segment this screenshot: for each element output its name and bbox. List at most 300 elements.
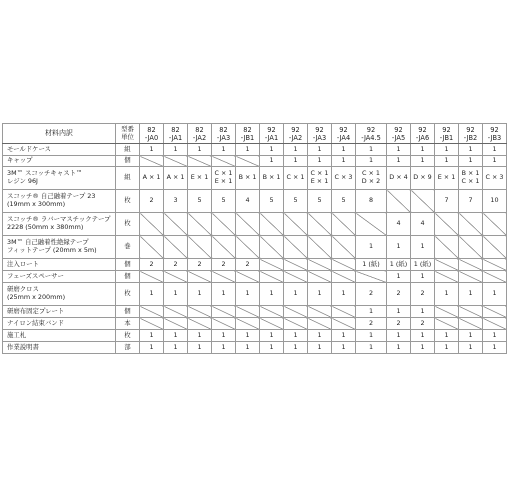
material-name xyxy=(3,318,116,330)
unit-cell: 枚 xyxy=(116,213,140,236)
value-cell: 1 xyxy=(308,330,332,342)
value-cell: 1 xyxy=(411,306,435,318)
not-applicable-cell xyxy=(435,259,459,271)
value-cell: 1 xyxy=(356,306,387,318)
value-cell xyxy=(284,167,308,190)
table-row xyxy=(3,330,507,342)
value-cell: 1 xyxy=(459,283,483,306)
model-suffix: -JA2 xyxy=(288,133,303,142)
model-header xyxy=(284,124,308,144)
not-applicable-cell xyxy=(284,306,308,318)
value-cell: 1 xyxy=(140,330,164,342)
parts-table-body xyxy=(3,124,507,354)
material-name-line: モールドケース xyxy=(7,144,51,153)
material-name-line: (19mm x 300mm) xyxy=(7,200,66,208)
value-line: C × 1 xyxy=(461,177,480,185)
value-cell: 1 xyxy=(260,156,284,167)
value-cell: 1 xyxy=(164,144,188,156)
value-cell: 1 xyxy=(483,156,507,167)
value-line: E × 1 xyxy=(190,173,209,182)
parts-table-container xyxy=(2,123,504,354)
model-series: 92 xyxy=(267,125,276,134)
value-cell: 1 xyxy=(236,342,260,354)
value-cell xyxy=(435,167,459,190)
material-name-line: スコッチ® 自己融着テープ 23 xyxy=(7,192,96,201)
value-cell xyxy=(483,167,507,190)
unit-cell: 枚 xyxy=(116,283,140,306)
unit-cell: 個 xyxy=(116,306,140,318)
model-series: 92 xyxy=(442,125,451,134)
not-applicable-cell xyxy=(212,213,236,236)
value-cell: 5 xyxy=(332,190,356,213)
not-applicable-cell xyxy=(164,213,188,236)
value-cell: 1 xyxy=(435,342,459,354)
material-name xyxy=(3,167,116,190)
not-applicable-cell xyxy=(188,271,212,283)
value-cell: 1 xyxy=(483,144,507,156)
value-line: E × 1 xyxy=(310,177,329,185)
value-cell xyxy=(387,167,411,190)
model-suffix: -JA1 xyxy=(168,133,183,142)
value-cell: 1 xyxy=(284,342,308,354)
value-cell xyxy=(188,167,212,190)
value-cell: 2 xyxy=(140,259,164,271)
model-series: 92 xyxy=(418,125,427,134)
value-line: C × 1 xyxy=(286,173,305,182)
not-applicable-cell xyxy=(236,213,260,236)
code-label: 型番 xyxy=(121,124,134,133)
model-series: 92 xyxy=(339,125,348,134)
model-suffix: -JB1 xyxy=(240,133,255,142)
value-cell: 1 xyxy=(212,283,236,306)
table-row xyxy=(3,306,507,318)
model-header xyxy=(236,124,260,144)
unit-cell: 部 xyxy=(116,342,140,354)
not-applicable-cell xyxy=(332,259,356,271)
value-cell: 1 xyxy=(387,271,411,283)
not-applicable-cell xyxy=(284,271,308,283)
unit-cell: 個 xyxy=(116,259,140,271)
material-name-line: フィットテープ (20mm x 5m) xyxy=(7,246,97,254)
material-name-line: 注入ロート xyxy=(7,259,39,268)
not-applicable-cell xyxy=(284,236,308,259)
value-cell: 1 xyxy=(483,283,507,306)
material-name xyxy=(3,190,116,213)
material-name-line: 作業説明書 xyxy=(7,342,39,351)
model-suffix: -JB2 xyxy=(463,133,478,142)
material-name-line: 施工札 xyxy=(7,330,27,339)
value-cell: 1 xyxy=(236,144,260,156)
value-cell: 1 xyxy=(164,342,188,354)
model-series: 82 xyxy=(195,125,204,134)
not-applicable-cell xyxy=(483,213,507,236)
model-header xyxy=(459,124,483,144)
model-header xyxy=(308,124,332,144)
value-cell: 2 xyxy=(387,318,411,330)
value-cell: 5 xyxy=(284,190,308,213)
not-applicable-cell xyxy=(212,318,236,330)
material-name-line: (25mm x 200mm) xyxy=(7,293,66,301)
not-applicable-cell xyxy=(411,190,435,213)
value-line: E × 1 xyxy=(437,173,456,182)
table-row xyxy=(3,271,507,283)
value-cell: 8 xyxy=(356,190,387,213)
not-applicable-cell xyxy=(308,213,332,236)
material-name xyxy=(3,156,116,167)
unit-cell: 個 xyxy=(116,271,140,283)
not-applicable-cell xyxy=(188,213,212,236)
value-cell: 1 xyxy=(140,144,164,156)
value-cell: 4 xyxy=(411,213,435,236)
value-cell: 1 xyxy=(332,283,356,306)
value-cell: 2 xyxy=(411,283,435,306)
not-applicable-cell xyxy=(459,259,483,271)
not-applicable-cell xyxy=(212,271,236,283)
table-row xyxy=(3,190,507,213)
value-line: B × 1 xyxy=(461,169,480,178)
table-row xyxy=(3,167,507,190)
material-name xyxy=(3,213,116,236)
value-cell: 1 xyxy=(188,283,212,306)
not-applicable-cell xyxy=(188,156,212,167)
model-header xyxy=(188,124,212,144)
material-name-line: 3M™ 自己融着性絶縁テープ xyxy=(7,238,89,247)
value-cell: 1 xyxy=(284,283,308,306)
value-line: D × 4 xyxy=(389,173,408,182)
material-name-line: 2228 (50mm x 380mm) xyxy=(7,223,84,231)
material-name-line: フェーズスペーサー xyxy=(7,271,64,280)
unit-cell: 枚 xyxy=(116,330,140,342)
not-applicable-cell xyxy=(308,306,332,318)
value-cell: 5 xyxy=(308,190,332,213)
model-suffix: -JA0 xyxy=(144,133,159,142)
material-name-line: キャップ xyxy=(7,156,33,165)
material-name-line: レジン 96J xyxy=(7,177,38,185)
value-cell: 1 xyxy=(411,330,435,342)
not-applicable-cell xyxy=(435,318,459,330)
value-cell: 1 (紙) xyxy=(411,259,435,271)
value-cell: 4 xyxy=(236,190,260,213)
value-cell xyxy=(140,167,164,190)
unit-cell: 本 xyxy=(116,318,140,330)
material-name xyxy=(3,330,116,342)
value-cell: 5 xyxy=(212,190,236,213)
value-cell: 1 xyxy=(387,236,411,259)
model-suffix: -JA5 xyxy=(391,133,406,142)
not-applicable-cell xyxy=(308,259,332,271)
model-suffix: -JA4.5 xyxy=(361,133,381,142)
not-applicable-cell xyxy=(236,306,260,318)
material-name xyxy=(3,144,116,156)
value-cell: 1 xyxy=(356,342,387,354)
value-cell: 1 xyxy=(164,330,188,342)
not-applicable-cell xyxy=(459,318,483,330)
material-header: 材料内訳 xyxy=(3,124,116,144)
value-cell: 2 xyxy=(356,283,387,306)
value-cell: 1 xyxy=(332,330,356,342)
not-applicable-cell xyxy=(284,318,308,330)
value-line: E × 1 xyxy=(214,177,233,185)
value-cell: 2 xyxy=(212,259,236,271)
not-applicable-cell xyxy=(284,213,308,236)
value-cell: 1 (紙) xyxy=(387,259,411,271)
not-applicable-cell xyxy=(435,213,459,236)
model-series: 82 xyxy=(219,125,228,134)
value-cell: 2 xyxy=(387,283,411,306)
not-applicable-cell xyxy=(164,236,188,259)
value-cell: 1 xyxy=(140,342,164,354)
model-series: 92 xyxy=(366,125,376,134)
value-line: A × 1 xyxy=(142,173,161,182)
value-line: B × 1 xyxy=(238,173,257,182)
material-name-line: ナイロン結束バンド xyxy=(7,318,65,327)
value-cell xyxy=(308,167,332,190)
value-cell xyxy=(260,167,284,190)
not-applicable-cell xyxy=(164,156,188,167)
model-series: 82 xyxy=(171,125,180,134)
value-cell: 1 xyxy=(356,156,387,167)
value-cell xyxy=(332,167,356,190)
value-cell: 5 xyxy=(260,190,284,213)
table-row xyxy=(3,318,507,330)
model-series: 82 xyxy=(147,125,156,134)
not-applicable-cell xyxy=(140,213,164,236)
material-name xyxy=(3,259,116,271)
value-cell: 1 xyxy=(260,330,284,342)
model-header xyxy=(356,124,387,144)
code-unit-header xyxy=(116,124,140,144)
value-cell: 1 xyxy=(284,144,308,156)
value-cell: 1 xyxy=(483,342,507,354)
not-applicable-cell xyxy=(212,236,236,259)
not-applicable-cell xyxy=(164,271,188,283)
value-cell: 7 xyxy=(459,190,483,213)
value-line: C × 1 xyxy=(214,169,233,178)
value-cell: 1 (紙) xyxy=(356,259,387,271)
not-applicable-cell xyxy=(435,236,459,259)
value-cell xyxy=(356,167,387,190)
model-header xyxy=(212,124,236,144)
not-applicable-cell xyxy=(308,236,332,259)
not-applicable-cell xyxy=(212,306,236,318)
value-line: C × 1 xyxy=(362,169,380,178)
value-cell: 1 xyxy=(459,330,483,342)
not-applicable-cell xyxy=(140,236,164,259)
value-cell: 1 xyxy=(260,342,284,354)
material-name xyxy=(3,306,116,318)
value-cell: 1 xyxy=(308,156,332,167)
table-row xyxy=(3,213,507,236)
not-applicable-cell xyxy=(140,306,164,318)
value-cell xyxy=(411,167,435,190)
value-cell: 1 xyxy=(260,144,284,156)
not-applicable-cell xyxy=(459,271,483,283)
model-header xyxy=(332,124,356,144)
not-applicable-cell xyxy=(188,306,212,318)
value-cell: 1 xyxy=(140,283,164,306)
unit-cell: 枚 xyxy=(116,190,140,213)
value-cell: 1 xyxy=(459,342,483,354)
table-row xyxy=(3,259,507,271)
value-line: C × 1 xyxy=(310,169,329,178)
not-applicable-cell xyxy=(483,306,507,318)
value-cell: 1 xyxy=(212,330,236,342)
value-cell: 5 xyxy=(188,190,212,213)
value-cell: 1 xyxy=(332,342,356,354)
value-cell: 2 xyxy=(164,259,188,271)
not-applicable-cell xyxy=(236,156,260,167)
table-row xyxy=(3,283,507,306)
not-applicable-cell xyxy=(387,190,411,213)
value-cell: 1 xyxy=(459,144,483,156)
model-suffix: -JA1 xyxy=(264,133,279,142)
model-header xyxy=(387,124,411,144)
model-header xyxy=(260,124,284,144)
value-cell: 3 xyxy=(164,190,188,213)
material-name-line: スコッチ® ラバーマスチックテープ xyxy=(7,215,111,224)
value-cell: 1 xyxy=(236,283,260,306)
not-applicable-cell xyxy=(212,156,236,167)
value-cell: 1 xyxy=(284,156,308,167)
value-cell: 1 xyxy=(387,306,411,318)
not-applicable-cell xyxy=(459,213,483,236)
value-cell: 1 xyxy=(387,156,411,167)
material-name xyxy=(3,271,116,283)
value-cell: 1 xyxy=(332,144,356,156)
value-cell: 1 xyxy=(212,342,236,354)
material-name-line: 研磨クロス xyxy=(7,285,39,294)
material-name-line: 3M™ スコッチキャスト™ xyxy=(7,169,83,178)
not-applicable-cell xyxy=(483,259,507,271)
value-line: B × 1 xyxy=(262,173,281,182)
not-applicable-cell xyxy=(483,236,507,259)
material-name xyxy=(3,236,116,259)
not-applicable-cell xyxy=(332,271,356,283)
not-applicable-cell xyxy=(260,259,284,271)
model-header xyxy=(435,124,459,144)
value-cell: 1 xyxy=(459,156,483,167)
not-applicable-cell xyxy=(332,306,356,318)
value-cell: 1 xyxy=(260,283,284,306)
value-line: C × 3 xyxy=(485,173,504,182)
model-suffix: -JA2 xyxy=(192,133,207,142)
model-header xyxy=(140,124,164,144)
model-suffix: -JA3 xyxy=(216,133,231,142)
value-cell xyxy=(164,167,188,190)
not-applicable-cell xyxy=(332,318,356,330)
value-cell: 1 xyxy=(387,144,411,156)
value-cell: 1 xyxy=(411,342,435,354)
not-applicable-cell xyxy=(435,306,459,318)
value-cell: 1 xyxy=(411,144,435,156)
value-cell: 1 xyxy=(332,156,356,167)
not-applicable-cell xyxy=(188,236,212,259)
not-applicable-cell xyxy=(483,318,507,330)
value-cell xyxy=(212,167,236,190)
value-cell: 1 xyxy=(308,342,332,354)
not-applicable-cell xyxy=(308,318,332,330)
table-row xyxy=(3,156,507,167)
model-header xyxy=(411,124,435,144)
table-row xyxy=(3,342,507,354)
model-suffix: -JB3 xyxy=(487,133,502,142)
value-cell xyxy=(459,167,483,190)
not-applicable-cell xyxy=(483,271,507,283)
value-cell: 1 xyxy=(188,342,212,354)
table-row xyxy=(3,236,507,259)
value-cell: 1 xyxy=(435,283,459,306)
model-series: 92 xyxy=(466,125,475,134)
model-series: 92 xyxy=(291,125,300,134)
value-cell: 1 xyxy=(435,156,459,167)
unit-cell: 組 xyxy=(116,167,140,190)
value-cell: 1 xyxy=(387,330,411,342)
value-line: D × 2 xyxy=(361,177,381,185)
value-cell: 7 xyxy=(435,190,459,213)
value-cell: 2 xyxy=(236,259,260,271)
not-applicable-cell xyxy=(284,259,308,271)
model-suffix: -JA3 xyxy=(312,133,327,142)
value-cell: 1 xyxy=(236,330,260,342)
not-applicable-cell xyxy=(236,318,260,330)
model-header xyxy=(483,124,507,144)
not-applicable-cell xyxy=(332,236,356,259)
not-applicable-cell xyxy=(140,156,164,167)
model-suffix: -JA6 xyxy=(415,133,430,142)
value-cell: 1 xyxy=(387,342,411,354)
model-suffix: -JA4 xyxy=(336,133,351,142)
not-applicable-cell xyxy=(164,306,188,318)
value-cell: 10 xyxy=(483,190,507,213)
value-cell: 1 xyxy=(356,330,387,342)
material-name xyxy=(3,283,116,306)
table-row xyxy=(3,144,507,156)
value-cell: 1 xyxy=(356,144,387,156)
unit-cell: 巻 xyxy=(116,236,140,259)
not-applicable-cell xyxy=(140,318,164,330)
material-name-line: 研磨布固定プレート xyxy=(7,306,65,315)
parts-table xyxy=(2,123,507,354)
value-cell: 4 xyxy=(387,213,411,236)
not-applicable-cell xyxy=(260,271,284,283)
not-applicable-cell xyxy=(308,271,332,283)
value-line: D × 9 xyxy=(413,173,432,182)
header-row xyxy=(3,124,507,144)
material-name xyxy=(3,342,116,354)
value-line: A × 1 xyxy=(166,173,185,182)
model-series: 92 xyxy=(490,125,499,134)
value-cell: 1 xyxy=(483,330,507,342)
value-cell: 1 xyxy=(308,283,332,306)
value-cell: 1 xyxy=(188,330,212,342)
not-applicable-cell xyxy=(164,318,188,330)
value-cell: 1 xyxy=(435,330,459,342)
not-applicable-cell xyxy=(236,271,260,283)
not-applicable-cell xyxy=(459,236,483,259)
model-suffix: -JB1 xyxy=(439,133,454,142)
not-applicable-cell xyxy=(140,271,164,283)
not-applicable-cell xyxy=(260,318,284,330)
value-cell: 1 xyxy=(164,283,188,306)
value-cell: 1 xyxy=(356,236,387,259)
not-applicable-cell xyxy=(435,271,459,283)
value-cell: 1 xyxy=(411,236,435,259)
unit-cell: 組 xyxy=(116,144,140,156)
value-cell: 1 xyxy=(212,144,236,156)
value-cell xyxy=(236,167,260,190)
value-cell: 2 xyxy=(356,318,387,330)
unit-cell: 個 xyxy=(116,156,140,167)
